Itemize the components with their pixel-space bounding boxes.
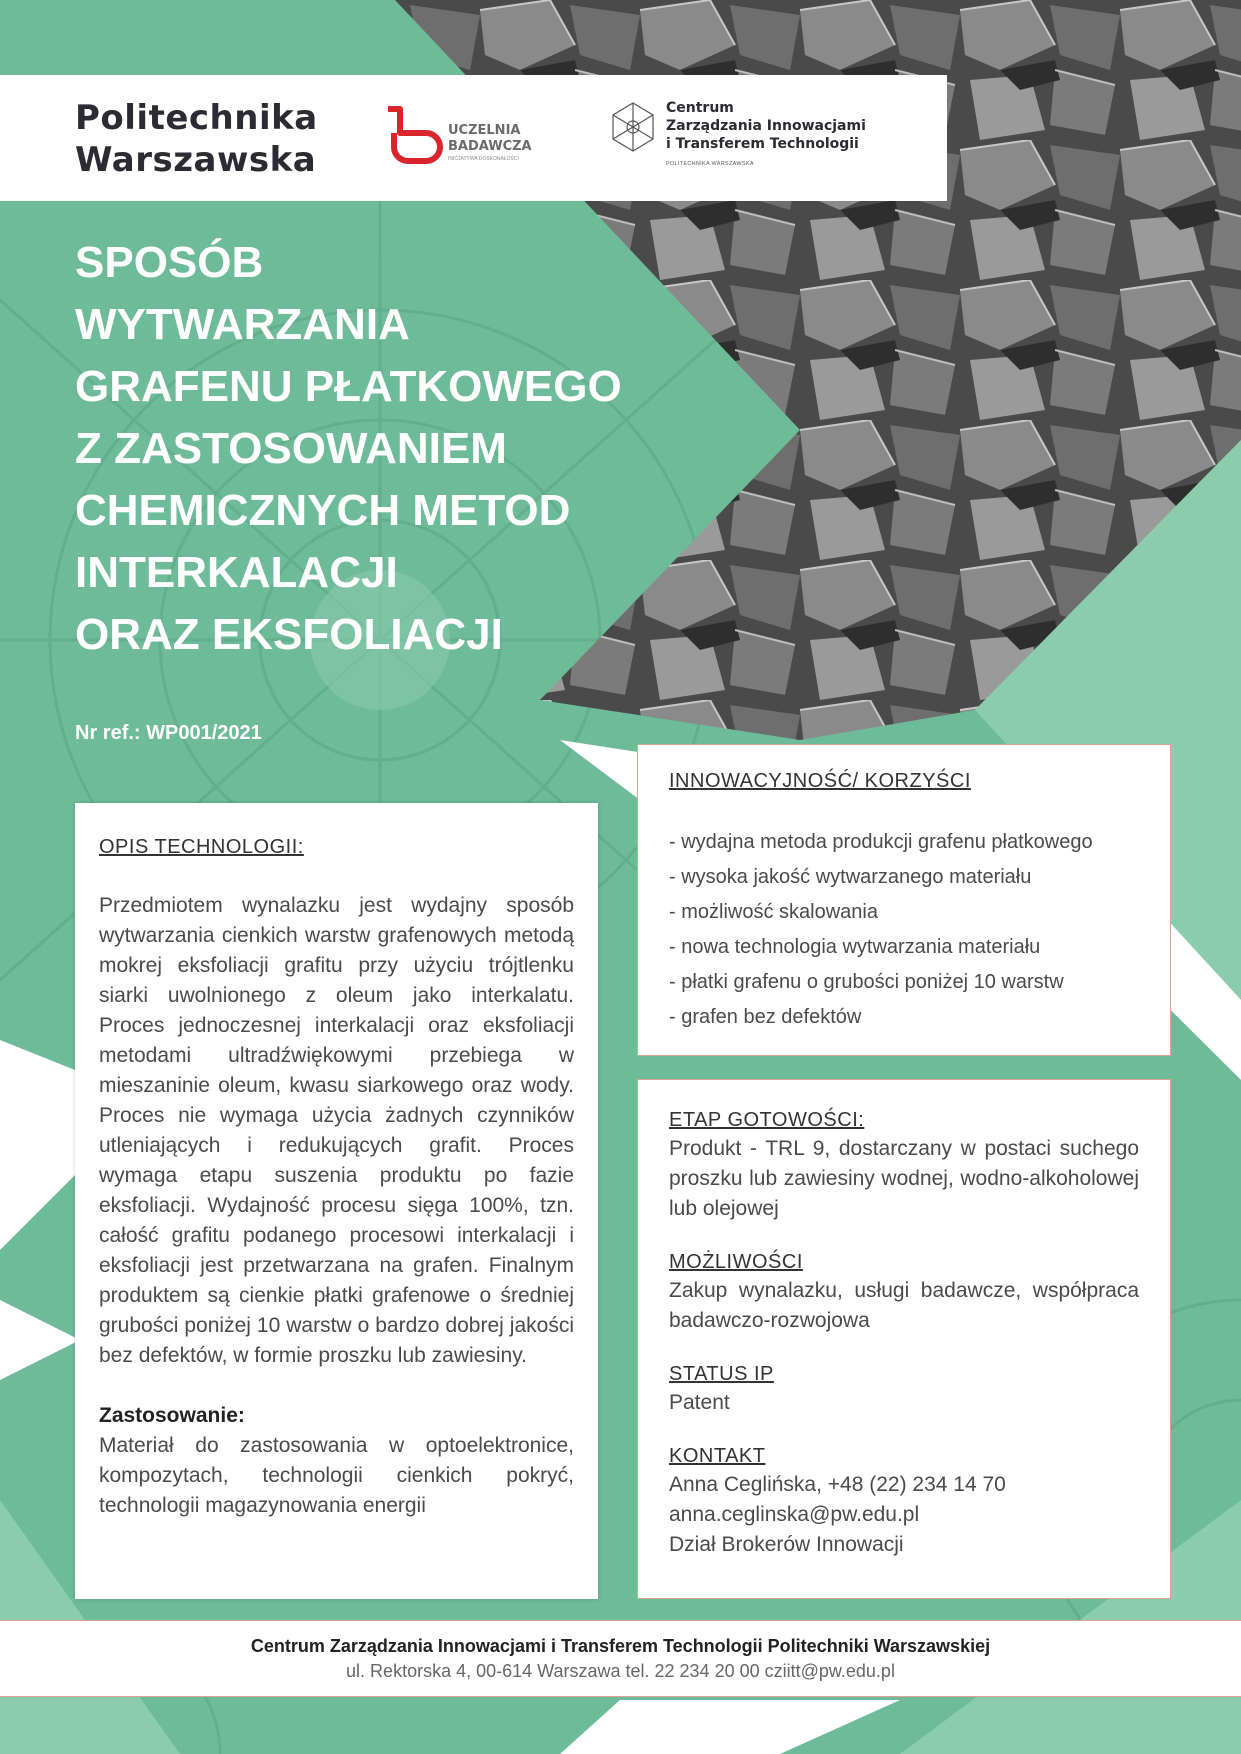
list-item: - nowa technologia wytwarzania materiału	[669, 936, 1041, 958]
uczelnia-sub: INICJATYWA DOSKONAŁOŚCI	[448, 156, 519, 162]
zastosowanie-label: Zastosowanie:	[99, 1404, 245, 1427]
footer-address: ul. Rektorska 4, 00-614 Warszawa tel. 22 234 20 00 cziitt@pw.edu.pl	[346, 1661, 895, 1681]
mozliwosci-text: Zakup wynalazku, usługi badawcze, współpraca badawczo-rozwojowa	[669, 1279, 1139, 1332]
centrum-network-icon	[608, 99, 658, 155]
etap-heading: ETAP GOTOWOŚCI:	[669, 1109, 865, 1131]
centrum-line3: i Transferem Technologii	[666, 136, 859, 152]
kontakt-name-phone: Anna Ceglińska, +48 (22) 234 14 70	[669, 1473, 1006, 1496]
logo-bar	[0, 75, 947, 201]
politechnika-logo-line2: Warszawska	[75, 140, 317, 180]
title-line: Z ZASTOSOWANIEM	[75, 424, 507, 473]
page-title	[75, 232, 695, 666]
innovation-box	[637, 744, 1171, 1056]
list-item: - wysoka jakość wytwarzanego materiału	[669, 866, 1032, 888]
kontakt-heading: KONTAKT	[669, 1445, 766, 1467]
title-line: CHEMICZNYCH METOD	[75, 486, 571, 535]
zastosowanie-text: Materiał do zastosowania w optoelektronice, kompozytach, technologii cienkich pokryć, technologii magazynowania energii	[99, 1434, 574, 1517]
list-item: - grafen bez defektów	[669, 1006, 862, 1028]
details-box	[637, 1079, 1171, 1599]
kontakt-email[interactable]: anna.ceglinska@pw.edu.pl	[669, 1503, 920, 1526]
mozliwosci-heading: MOŻLIWOŚCI	[669, 1251, 803, 1273]
centrum-sub: POLITECHNIKA WARSZAWSKA	[666, 161, 754, 167]
opis-heading: OPIS TECHNOLOGII:	[99, 836, 304, 858]
list-item: - możliwość skalowania	[669, 901, 878, 923]
centrum-line2: Zarządzania Innowacjami	[666, 118, 866, 134]
opis-body: Przedmiotem wynalazku jest wydajny sposób wytwarzania cienkich warstw grafenowych metodą mokrej eksfoliacji grafitu przy użyciu trójtlenku siarki uwolnionego z oleum jako interkalatu. Proces jednoczesnej interkalacji oraz eksfoliacji metodami ultradźwiękowymi przebiega w mieszaninie oleum, kwasu siarkowego oraz wody. Proces nie wymaga użycia żadnych czynników utleniających i redukujących grafit. Proces wymaga etapu suszenia produktu po fazie eksfoliacji. Wydajność procesu sięga 100%, tzn. całość grafitu podanego procesowi interkalacji i eksfoliacji jest przetwarzana na grafen. Finalnym produktem są cienkie płatki grafenowe o średniej grubości poniżej 10 warstw o bardzo dobrej jakości bez defektów, w formie proszku lub zawiesiny.	[99, 894, 574, 1367]
title-line: GRAFENU PŁATKOWEGO	[75, 362, 622, 411]
status-ip-text: Patent	[669, 1391, 730, 1414]
technology-description-box	[75, 803, 598, 1599]
title-line: INTERKALACJI	[75, 548, 398, 597]
status-ip-heading: STATUS IP	[669, 1363, 774, 1385]
title-line: WYTWARZANIA	[75, 300, 410, 349]
title-line: SPOSÓB	[75, 238, 264, 287]
etap-text: Produkt - TRL 9, dostarczany w postaci suchego proszku lub zawiesiny wodnej, wodno-alkoholowej lub olejowej	[669, 1137, 1139, 1220]
reference-number: Nr ref.: WP001/2021	[75, 722, 262, 744]
uczelnia-badawcza-mark-icon	[380, 103, 444, 173]
kontakt-department: Dział Brokerów Innowacji	[669, 1533, 904, 1556]
list-item: - wydajna metoda produkcji grafenu płatkowego	[669, 831, 1093, 853]
uczelnia-line1: UCZELNIA	[448, 123, 521, 138]
politechnika-logo	[75, 97, 318, 181]
innowacyjnosc-heading: INNOWACYJNOŚĆ/ KORZYŚCI	[669, 770, 971, 792]
centrum-logo	[608, 99, 928, 179]
centrum-line1: Centrum	[666, 100, 734, 116]
footer-title: Centrum Zarządzania Innowacjami i Transferem Technologii Politechniki Warszawskiej	[250, 1636, 991, 1656]
title-line: ORAZ EKSFOLIACJI	[75, 610, 503, 659]
uczelnia-line2: BADAWCZA	[448, 139, 532, 154]
politechnika-logo-line1: Politechnika	[75, 98, 318, 138]
footer	[0, 1620, 1241, 1697]
uczelnia-badawcza-logo	[380, 103, 540, 173]
list-item: - płatki grafenu o grubości poniżej 10 warstw	[669, 971, 1064, 993]
